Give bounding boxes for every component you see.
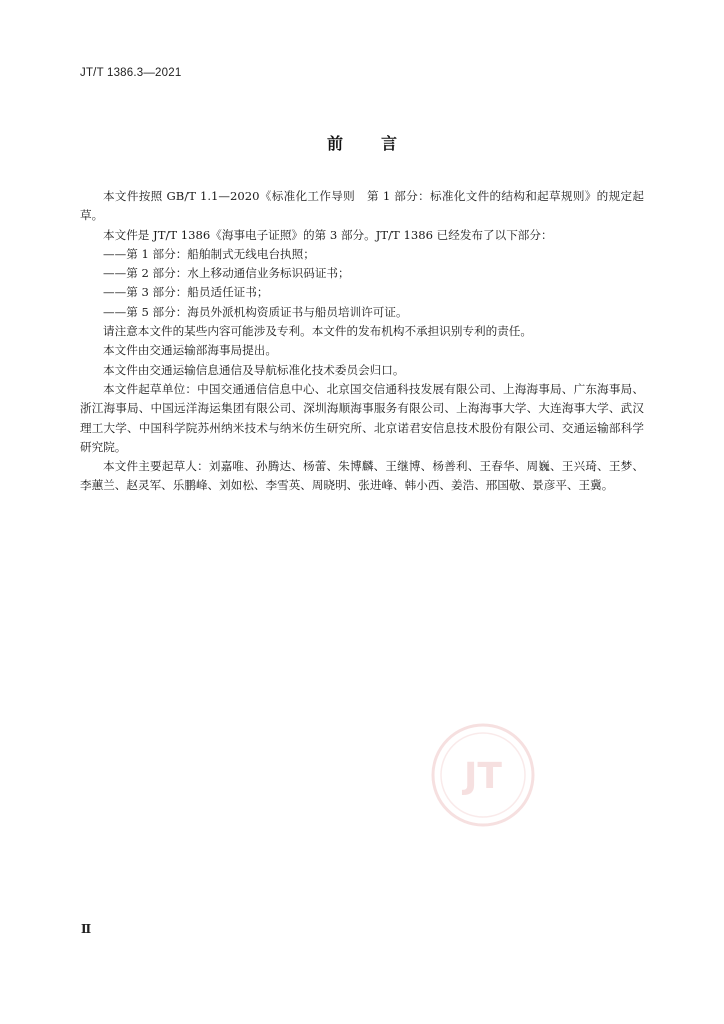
paragraph-committee: 本文件由交通运输信息通信及导航标准化技术委员会归口。 — [103, 362, 405, 377]
paragraph-drafters: 本文件主要起草人：刘嘉唯、孙腾达、杨蕾、朱博麟、王继博、杨善利、王春华、周巍、王兴琦、王梦、李蕙兰、赵灵军、乐鹏峰、刘如松、李雪英、周晓明、张进峰、韩小西、姜浩、邢国敬、景彦平、王冀。 — [80, 459, 644, 493]
page-number: Ⅱ — [81, 922, 92, 936]
list-item-part-2: ——第 2 部分：水上移动通信业务标识码证书； — [103, 266, 350, 281]
title-part-1: 前 — [326, 134, 343, 153]
title-part-2: 言 — [381, 134, 398, 153]
paragraph-patent-notice: 请注意本文件的某些内容可能涉及专利。本文件的发布机构不承担识别专利的责任。 — [103, 324, 532, 339]
foreword-body — [80, 187, 644, 496]
paragraph-part-info: 本文件是 JT/T 1386《海事电子证照》的第 3 部分。JT/T 1386 已经发布了以下部分： — [103, 227, 553, 242]
paragraph-drafting-units: 本文件起草单位：中国交通通信信息中心、北京国交信通科技发展有限公司、上海海事局、广东海事局、浙江海事局、中国远洋海运集团有限公司、深圳海顺海事服务有限公司、上海海事大学、大连海事大学、武汉理工大学、中国科学院苏州纳米技术与纳米仿生研究所、北京诺君安信息技术股份有限公司、交通运输部科学研究院。 — [80, 381, 644, 454]
list-item-part-3: ——第 3 部分：船员适任证书； — [103, 285, 269, 300]
paragraph-proposer: 本文件由交通运输部海事局提出。 — [103, 343, 277, 358]
page-title — [0, 131, 724, 154]
standard-code: JT/T 1386.3—2021 — [80, 67, 182, 79]
list-item-part-1: ——第 1 部分：船舶制式无线电台执照； — [103, 246, 315, 261]
list-item-part-5: ——第 5 部分：海员外派机构资质证书与船员培训许可证。 — [103, 304, 408, 319]
watermark-text: JT — [464, 756, 502, 797]
jt-watermark-logo — [428, 720, 538, 830]
paragraph-drafting-rules: 本文件按照 GB/T 1.1—2020《标准化工作导则 第 1 部分：标准化文件的结构和起草规则》的规定起草。 — [80, 189, 644, 223]
